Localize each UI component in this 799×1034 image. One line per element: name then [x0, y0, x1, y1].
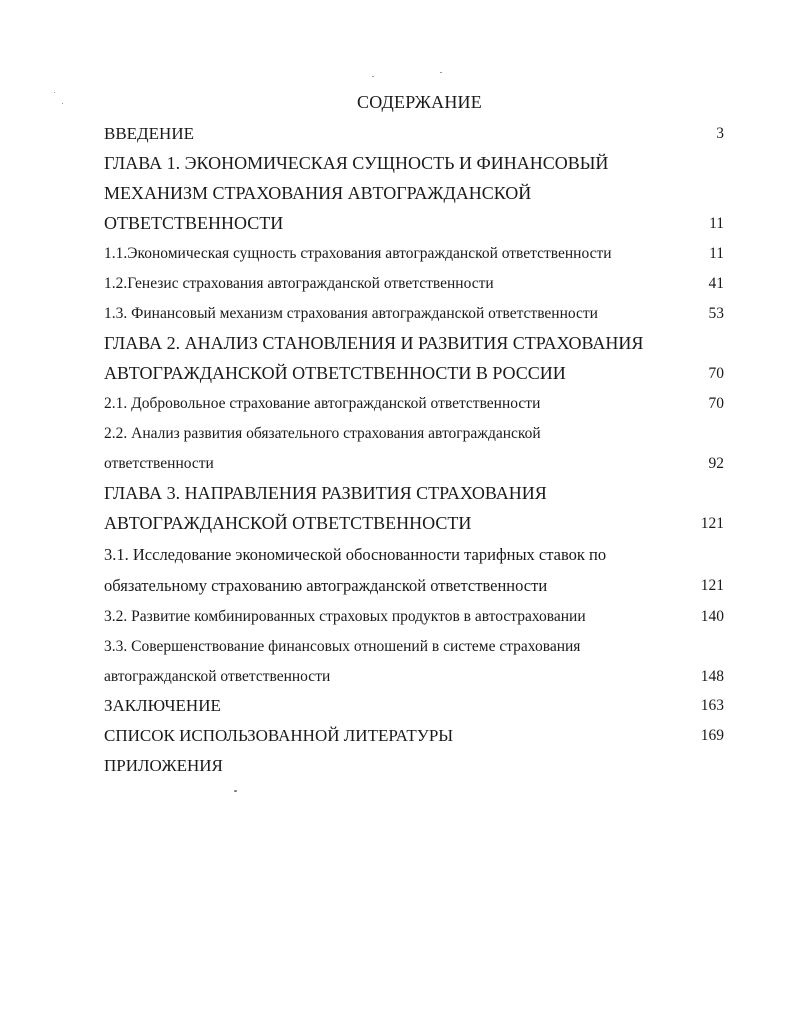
scan-speck: [372, 76, 374, 77]
toc-entry-page: 3: [716, 125, 724, 142]
toc-entry: [104, 450, 724, 474]
toc-entry-page: 41: [708, 275, 724, 292]
toc-entry-text: ГЛАВА 3. НАПРАВЛЕНИЯ РАЗВИТИЯ СТРАХОВАНИЯ: [104, 483, 547, 503]
toc-entry: [104, 240, 724, 264]
toc-entry-page: 11: [709, 245, 724, 262]
toc-entry: [104, 120, 724, 144]
toc-entry: [104, 390, 724, 414]
toc-entry: [104, 541, 724, 565]
toc-entry-page: 70: [708, 365, 724, 382]
toc-entry-text: 2.1. Добровольное страхование автогражданской ответственности: [104, 395, 541, 412]
toc-entry: [104, 330, 724, 354]
toc-entry-text: 3.2. Развитие комбинированных страховых продуктов в автостраховании: [104, 608, 586, 625]
toc-entry-text: 1.3. Финансовый механизм страхования автогражданской ответственности: [104, 305, 598, 322]
toc-entry-page: 92: [708, 455, 724, 472]
toc-entry: [104, 572, 724, 596]
toc-entry-text: обязательному страхованию автогражданской ответственности: [104, 576, 548, 595]
toc-entry: [104, 633, 724, 657]
toc-entry: [104, 150, 724, 174]
toc-entry-page: 11: [709, 215, 724, 232]
scan-speck: [440, 72, 442, 73]
toc-entry-page: 169: [700, 727, 724, 744]
toc-entry-text: СПИСОК ИСПОЛЬЗОВАННОЙ ЛИТЕРАТУРЫ: [104, 726, 454, 745]
toc-entry-text: АВТОГРАЖДАНСКОЙ ОТВЕТСТВЕННОСТИ: [104, 513, 472, 533]
toc-entry: [104, 663, 724, 687]
scan-speck: [234, 790, 237, 792]
toc-entry-text: ГЛАВА 2. АНАЛИЗ СТАНОВЛЕНИЯ И РАЗВИТИЯ СТРАХОВАНИЯ: [104, 333, 644, 353]
toc-entry-text: АВТОГРАЖДАНСКОЙ ОТВЕТСТВЕННОСТИ В РОССИИ: [104, 363, 566, 383]
toc-entry: [104, 300, 724, 324]
toc-entry-text: ответственности: [104, 455, 214, 472]
toc-entry-text: автогражданской ответственности: [104, 668, 331, 685]
toc-entry: [104, 752, 724, 776]
toc-entry-text: ОТВЕТСТВЕННОСТИ: [104, 213, 284, 233]
toc-entry: [104, 510, 724, 534]
toc-entry-page: 163: [700, 697, 724, 714]
toc-entry-text: ГЛАВА 1. ЭКОНОМИЧЕСКАЯ СУЩНОСТЬ И ФИНАНСОВЫЙ: [104, 153, 609, 173]
toc-entry: [104, 180, 724, 204]
toc-entry: [104, 210, 724, 234]
toc-entry-page: 121: [700, 577, 724, 594]
toc-entry-text: ВВЕДЕНИЕ: [104, 124, 194, 143]
toc-entry-page: 53: [708, 305, 724, 322]
toc-title: СОДЕРЖАНИЕ: [357, 92, 482, 112]
toc-entry: [104, 722, 724, 746]
toc-entry-text: МЕХАНИЗМ СТРАХОВАНИЯ АВТОГРАЖДАНСКОЙ: [104, 183, 532, 203]
toc-entry: [104, 270, 724, 294]
toc-entry-text: 3.1. Исследование экономической обоснованности тарифных ставок по: [104, 545, 607, 564]
toc-entry-page: 70: [708, 395, 724, 412]
toc-entry-text: ПРИЛОЖЕНИЯ: [104, 756, 223, 775]
toc-entry: [104, 603, 724, 627]
toc-entry: [104, 692, 724, 716]
toc-entry-text: 1.2.Генезис страхования автогражданской ответственности: [104, 275, 494, 292]
toc-entry-text: 2.2. Анализ развития обязательного страхования автогражданской: [104, 425, 541, 442]
toc-entry-text: ЗАКЛЮЧЕНИЕ: [104, 696, 221, 715]
toc-entry-page: 140: [700, 608, 724, 625]
toc-entry-page: 121: [700, 515, 724, 532]
toc-entry-text: 3.3. Совершенствование финансовых отношений в системе страхования: [104, 638, 581, 655]
toc-entry: [104, 360, 724, 384]
toc-entry-page: 148: [700, 668, 724, 685]
toc-entry-text: 1.1.Экономическая сущность страхования автогражданской ответственности: [104, 245, 612, 262]
toc-entry: [104, 420, 724, 444]
toc-entry: [104, 480, 724, 504]
